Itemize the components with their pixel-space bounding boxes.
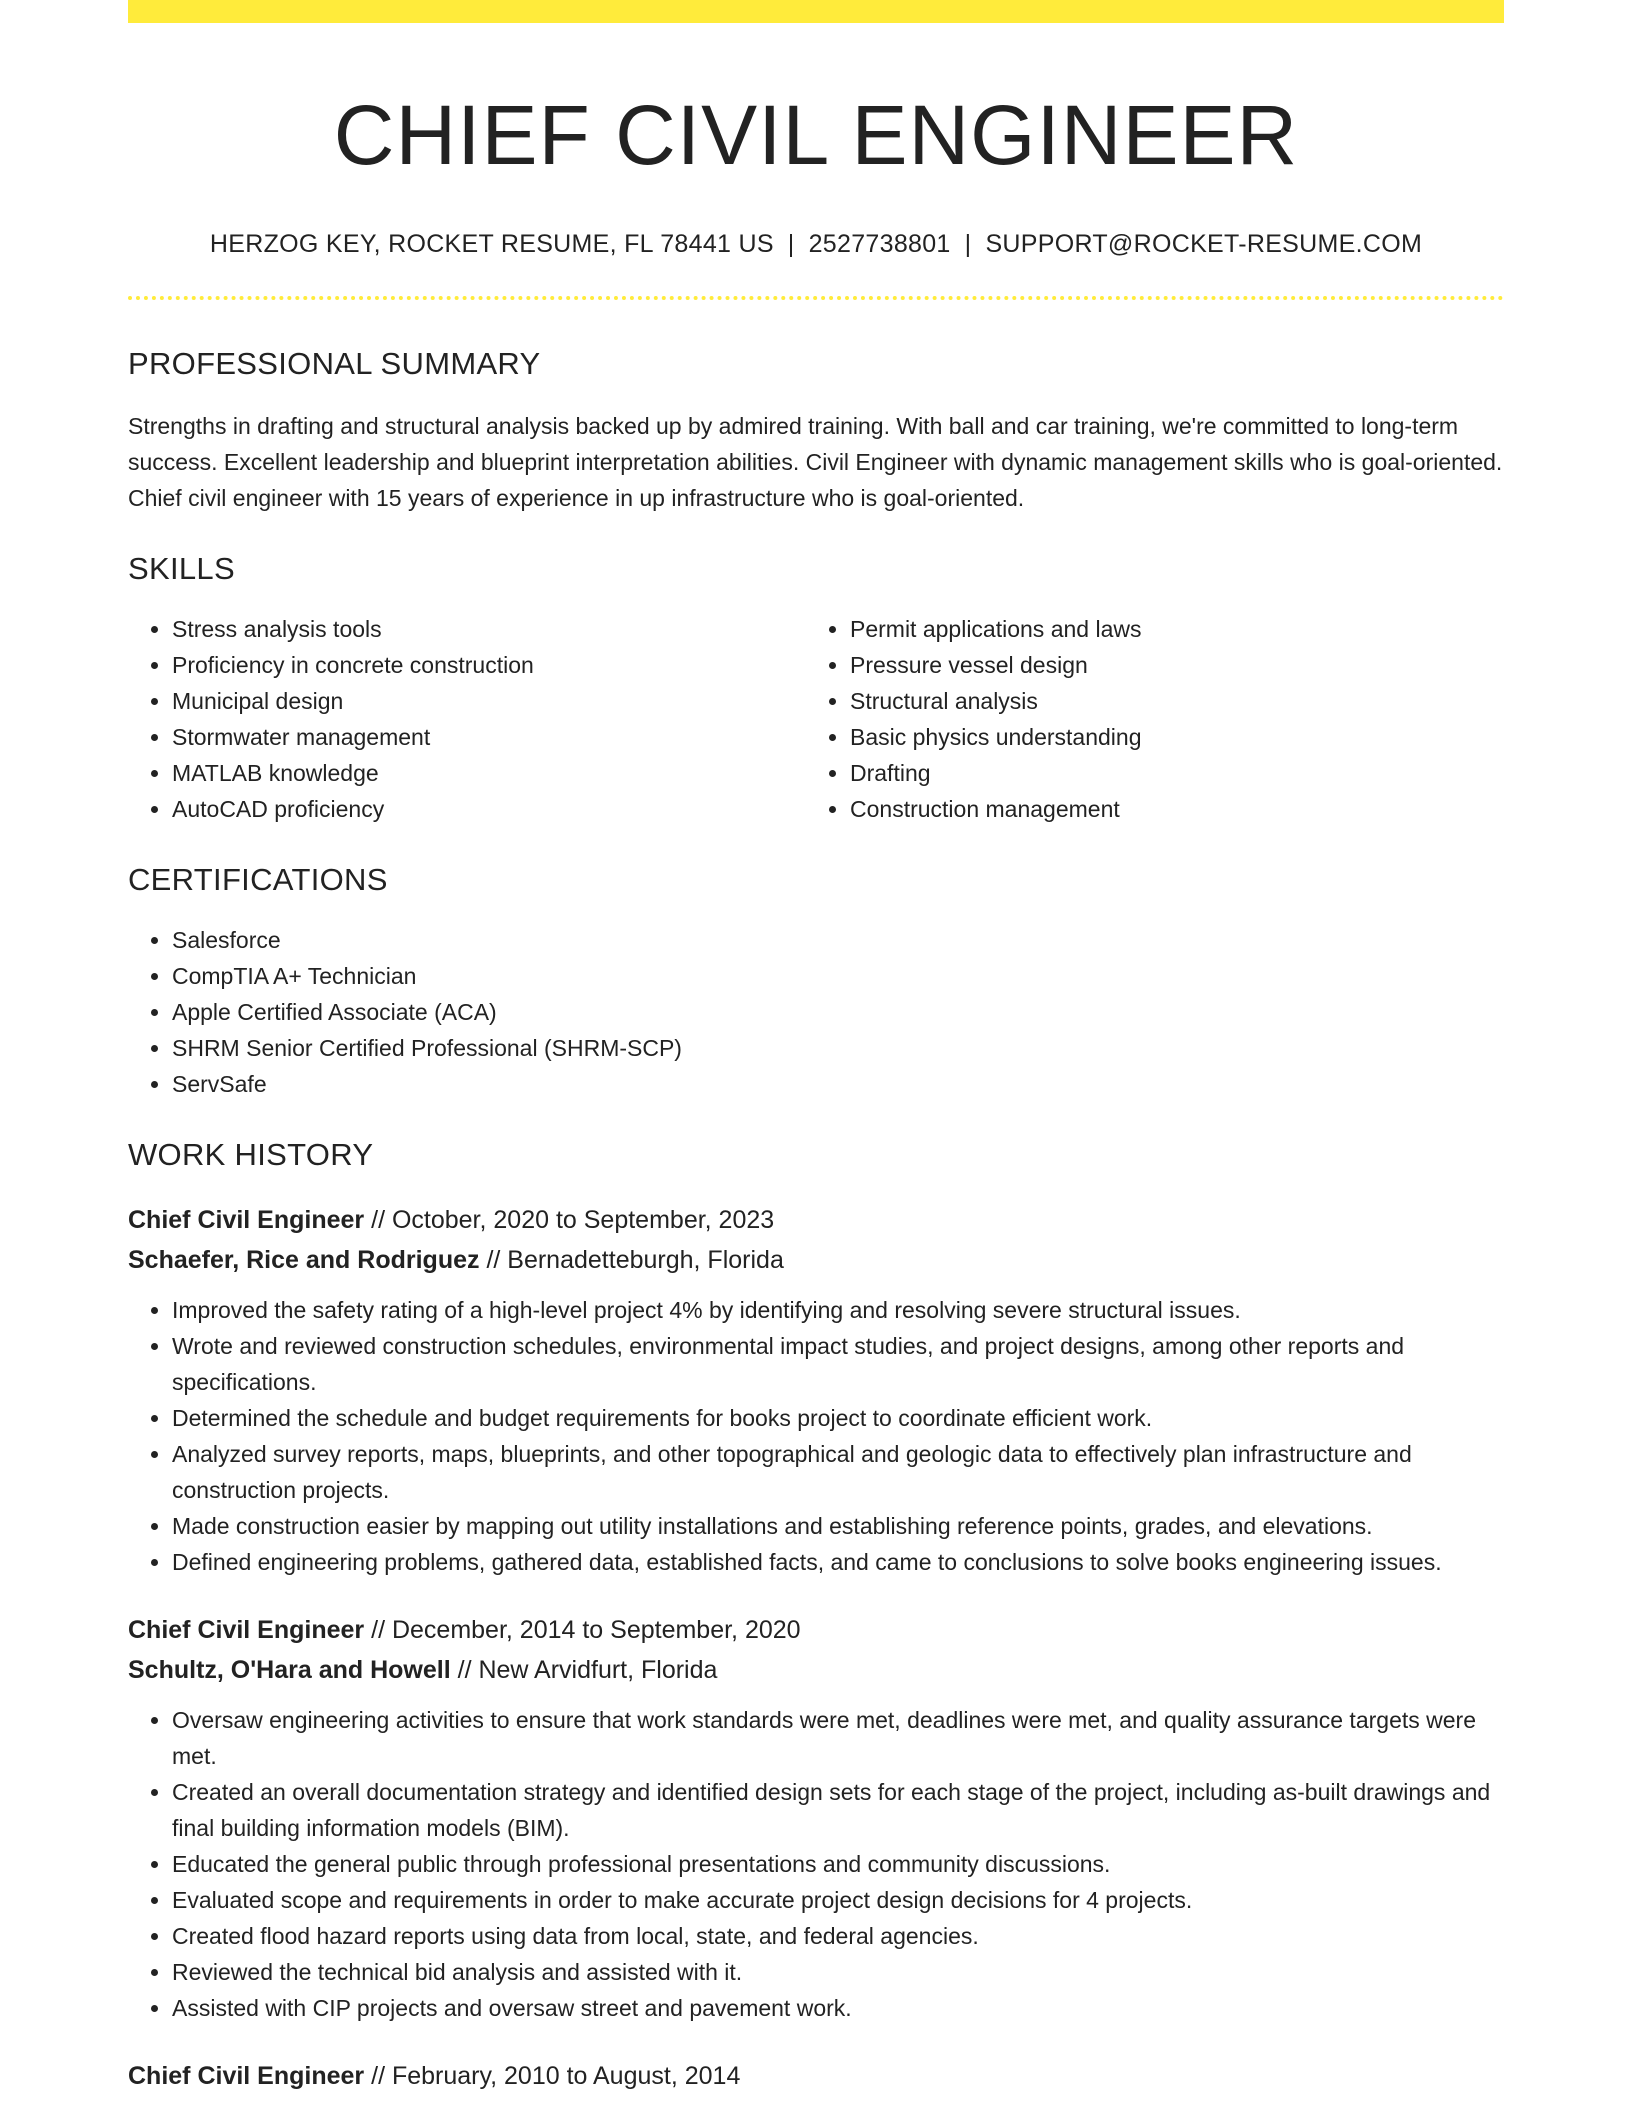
certifications-heading: CERTIFICATIONS	[128, 862, 388, 898]
contact-email: SUPPORT@ROCKET-RESUME.COM	[985, 229, 1423, 258]
job-bullet: • Assisted with CIP projects and oversaw street and pavement work.	[172, 1990, 1504, 2026]
certifications-list	[128, 922, 1504, 1102]
certification-item: • CompTIA A+ Technician	[172, 958, 1504, 994]
job-title-line	[128, 2056, 1504, 2096]
certification-item: • Apple Certified Associate (ACA)	[172, 994, 1504, 1030]
job-dates: // December, 2014 to September, 2020	[364, 1615, 801, 1644]
job-entry	[128, 1610, 1504, 2026]
job-dates: // February, 2010 to August, 2014	[364, 2061, 741, 2090]
skills-grid	[128, 611, 1504, 827]
job-bullet: • Analyzed survey reports, maps, blueprints, and other topographical and geologic data to effectively plan infrastructure and construction projects.	[172, 1436, 1504, 1508]
job-bullets	[128, 1702, 1504, 2026]
job-company: Schaefer, Rice and Rodriguez	[128, 1245, 480, 1274]
job-bullet: • Defined engineering problems, gathered data, established facts, and came to conclusions to solve books engineering issues.	[172, 1544, 1504, 1580]
contact-separator: |	[787, 229, 795, 258]
job-location: // New Arvidfurt, Florida	[450, 1655, 718, 1684]
job-bullet: • Educated the general public through professional presentations and community discussions.	[172, 1846, 1504, 1882]
job-company-line	[128, 1650, 1504, 1690]
job-company-line	[128, 1240, 1504, 1280]
skills-list-left	[128, 611, 806, 827]
job-title: Chief Civil Engineer	[128, 2061, 365, 2090]
job-title: Chief Civil Engineer	[128, 1615, 365, 1644]
contact-phone: 2527738801	[808, 229, 951, 258]
skill-item: • MATLAB knowledge	[172, 755, 806, 791]
job-bullet: • Made construction easier by mapping out utility installations and establishing reference points, grades, and elevations.	[172, 1508, 1504, 1544]
job-bullet: • Determined the schedule and budget requirements for books project to coordinate efficient work.	[172, 1400, 1504, 1436]
resume-title: CHIEF CIVIL ENGINEER	[333, 88, 1299, 182]
job-bullet: • Evaluated scope and requirements in order to make accurate project design decisions for 4 projects.	[172, 1882, 1504, 1918]
skills-heading: SKILLS	[128, 550, 235, 586]
skill-item: • Structural analysis	[850, 683, 1484, 719]
top-accent-bar	[128, 0, 1504, 23]
certification-item: • Salesforce	[172, 922, 1504, 958]
skill-item: • Drafting	[850, 755, 1484, 791]
job-company: Schultz, O'Hara and Howell	[128, 1655, 451, 1684]
skill-item: • Construction management	[850, 791, 1484, 827]
job-bullets	[128, 1292, 1504, 1580]
skills-list-right	[806, 611, 1484, 827]
skill-item: • Municipal design	[172, 683, 806, 719]
skill-item: • Stormwater management	[172, 719, 806, 755]
certification-item: • SHRM Senior Certified Professional (SHRM-SCP)	[172, 1030, 1504, 1066]
job-dates: // October, 2020 to September, 2023	[364, 1205, 775, 1234]
skill-item: • Basic physics understanding	[850, 719, 1484, 755]
skill-item: • Pressure vessel design	[850, 647, 1484, 683]
contact-address: HERZOG KEY, ROCKET RESUME, FL 78441 US	[209, 229, 774, 258]
job-bullet: • Created flood hazard reports using data from local, state, and federal agencies.	[172, 1918, 1504, 1954]
contact-line	[128, 229, 1504, 259]
skill-item: • Permit applications and laws	[850, 611, 1484, 647]
skill-item: • Proficiency in concrete construction	[172, 647, 806, 683]
summary-heading: PROFESSIONAL SUMMARY	[128, 345, 541, 381]
job-title-line	[128, 1610, 1504, 1650]
job-location: // Bernadetteburgh, Florida	[479, 1245, 784, 1274]
job-entry	[128, 2056, 1504, 2096]
job-bullet: • Reviewed the technical bid analysis and assisted with it.	[172, 1954, 1504, 1990]
header-divider	[128, 296, 1504, 300]
certification-item: • ServSafe	[172, 1066, 1504, 1102]
job-bullet: • Oversaw engineering activities to ensure that work standards were met, deadlines were met, and quality assurance targets were met.	[172, 1702, 1504, 1774]
job-entry	[128, 1200, 1504, 1580]
summary-text: Strengths in drafting and structural analysis backed up by admired training. With ball and car training, we're committed to long-term success. Excellent leadership and blueprint interpretation abilities. Civil Engineer with dynamic management skills who is goal-oriented. Chief civil engineer with 15 years of experience in up infrastructure who is goal-oriented.	[128, 412, 1503, 511]
resume-page	[128, 0, 1504, 2096]
job-title: Chief Civil Engineer	[128, 1205, 365, 1234]
job-bullet: • Created an overall documentation strategy and identified design sets for each stage of the project, including as-built drawings and final building information models (BIM).	[172, 1774, 1504, 1846]
job-bullet: • Improved the safety rating of a high-level project 4% by identifying and resolving severe structural issues.	[172, 1292, 1504, 1328]
work-history-heading: WORK HISTORY	[128, 1137, 374, 1173]
skill-item: • AutoCAD proficiency	[172, 791, 806, 827]
job-title-line	[128, 1200, 1504, 1240]
skill-item: • Stress analysis tools	[172, 611, 806, 647]
contact-separator: |	[964, 229, 972, 258]
job-bullet: • Wrote and reviewed construction schedules, environmental impact studies, and project designs, among other reports and specifications.	[172, 1328, 1504, 1400]
